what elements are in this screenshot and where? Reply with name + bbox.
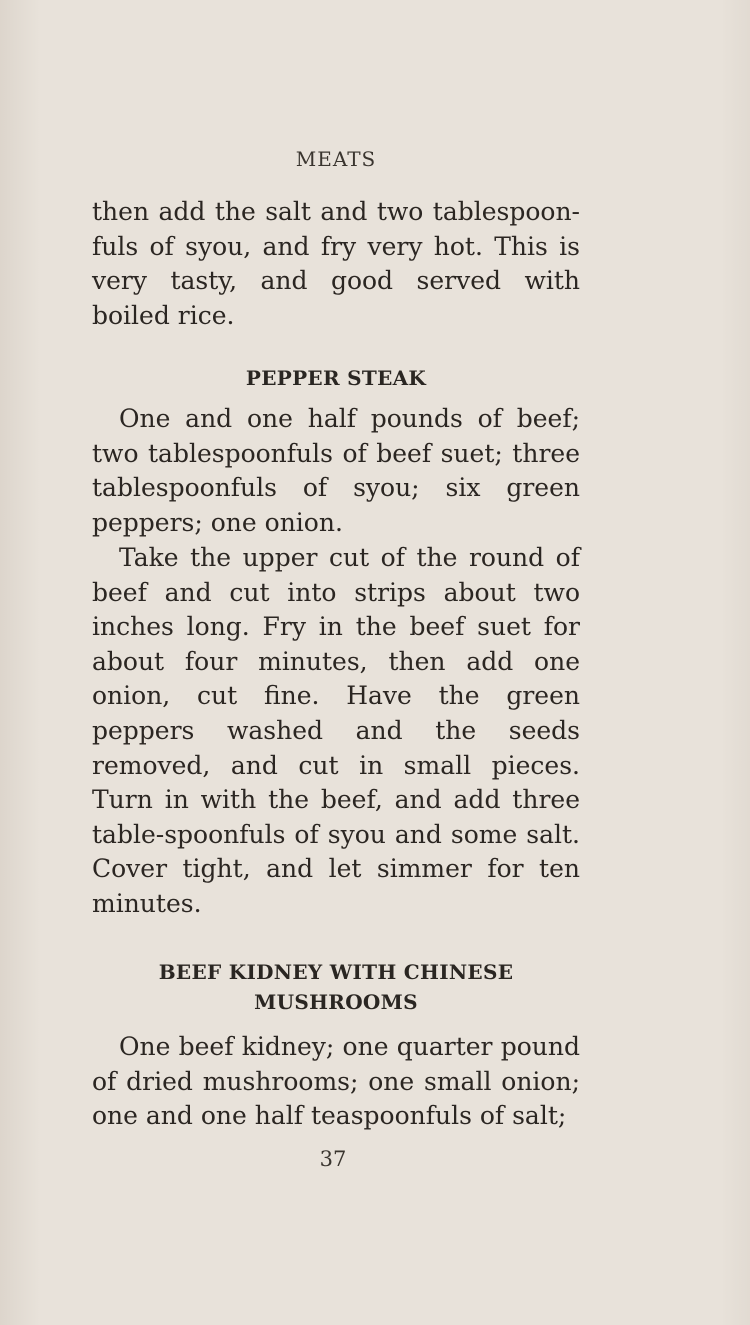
pepper-steak-method: Take the upper cut of the round of beef and cut into strips about two inches long. Fry in the beef suet for about four minutes, then add one onion, cut fine. Have the green peppers washed and the seeds removed, and cut in small pieces. Turn in with the beef, and add three table-spoonfuls of syou and some salt. Cover tight, and let simmer for ten minutes.	[92, 543, 580, 918]
recipe-title-line-2: MUSHROOMS	[254, 990, 418, 1014]
pepper-steak-ingredients: One and one half pounds of beef; two tablespoonfuls of beef suet; three tablespoonfuls of syou; six green peppers; one onion.	[92, 404, 580, 537]
recipe-title-beef-kidney	[92, 957, 580, 1017]
continuation-paragraph: then add the salt and two tablespoon-fuls of syou, and fry very hot. This is very tasty, and good served with boiled rice.	[92, 197, 580, 330]
recipe-title-line-1: BEEF KIDNEY WITH CHINESE	[158, 960, 514, 984]
page-number: 37	[319, 1147, 347, 1171]
running-head: MEATS	[295, 147, 377, 171]
beef-kidney-ingredients: One beef kidney; one quarter pound of dried mushrooms; one small onion; one and one half teaspoonfuls of salt;	[92, 1032, 580, 1131]
recipe-title-pepper-steak: PEPPER STEAK	[245, 366, 427, 390]
